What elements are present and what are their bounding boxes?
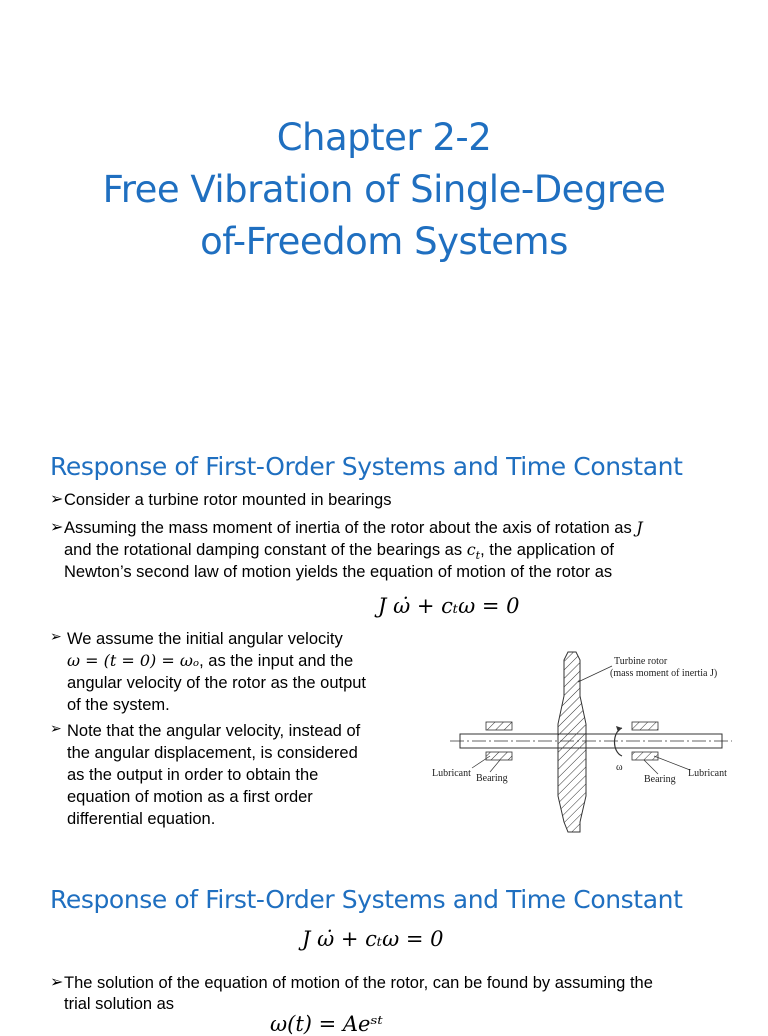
equation-of-motion: J ω̇ + cₜω = 0 bbox=[378, 594, 520, 618]
label-turbine-rotor: Turbine rotor bbox=[614, 656, 668, 667]
triangle-pointer-icon: ➢ bbox=[50, 628, 62, 644]
damping-symbol-base: c bbox=[466, 540, 476, 559]
label-bearing-right: Bearing bbox=[644, 774, 676, 785]
triangle-pointer-icon: ➢ bbox=[50, 720, 62, 736]
bearing-left-leader bbox=[490, 760, 500, 772]
bullet-assuming-text: Assuming the mass moment of inertia of the rotor about the axis of rotation as bbox=[64, 519, 632, 537]
label-bearing-left: Bearing bbox=[476, 773, 508, 784]
initial-condition-math: ω = (t = 0) = ωₒ bbox=[67, 651, 200, 670]
trial-solution: ω(t) = Aeˢᵗ bbox=[270, 1012, 383, 1036]
bullet-assuming-line-3: Newton’s second law of motion yields the equation of motion of the rotor as bbox=[64, 563, 613, 581]
label-lubricant-right: Lubricant bbox=[688, 768, 727, 779]
title-line-3: of-Freedom Systems bbox=[200, 220, 568, 263]
point1-line-1: We assume the initial angular velocity bbox=[67, 630, 343, 648]
bullet-assuming-line-1 bbox=[64, 517, 643, 539]
title-line-1: Chapter 2-2 bbox=[276, 116, 492, 159]
bearing-right-leader bbox=[644, 760, 658, 774]
point2-line-3: as the output in order to obtain the bbox=[67, 766, 319, 784]
label-lubricant-left: Lubricant bbox=[432, 768, 471, 779]
right-bearing-top bbox=[632, 722, 658, 730]
application-text: , the application of bbox=[480, 541, 615, 559]
label-omega: ω bbox=[616, 762, 623, 773]
chapter-title bbox=[0, 112, 768, 268]
point2-line-2: the angular displacement, is considered bbox=[67, 744, 358, 762]
point1-line-2-text: , as the input and the bbox=[199, 652, 354, 670]
arrowhead-bullet-icon: ➢ bbox=[50, 974, 64, 991]
damping-symbol bbox=[466, 540, 481, 563]
arrowhead-bullet-icon: ➢ bbox=[50, 491, 64, 508]
left-bearing-top bbox=[486, 722, 512, 730]
lubricant-left-leader bbox=[472, 756, 490, 768]
point2-line-1: Note that the angular velocity, instead of bbox=[67, 722, 361, 740]
arrowhead-bullet-icon: ➢ bbox=[50, 519, 64, 536]
inertia-symbol: J bbox=[636, 518, 643, 537]
bullet-consider: Consider a turbine rotor mounted in bearings bbox=[64, 491, 392, 509]
point2-line-4: equation of motion as a first order bbox=[67, 788, 313, 806]
point1-line-4: of the system. bbox=[67, 696, 170, 714]
rotor-leader-line bbox=[578, 666, 612, 682]
point1-line-2 bbox=[67, 650, 427, 672]
damping-symbol-sub: t bbox=[475, 549, 481, 563]
label-mass-moment: (mass moment of inertia J) bbox=[610, 668, 718, 679]
lubricant-right-leader bbox=[654, 756, 690, 770]
section-2-heading: Response of First-Order Systems and Time Constant bbox=[50, 885, 683, 914]
point-angular-velocity-note bbox=[67, 720, 427, 830]
solution-line-1: The solution of the equation of motion of the rotor, can be found by assuming the bbox=[64, 974, 653, 992]
equation-of-motion-repeat: J ω̇ + cₜω = 0 bbox=[302, 927, 444, 951]
turbine-rotor-diagram bbox=[428, 636, 764, 838]
solution-line-2: trial solution as bbox=[64, 995, 175, 1013]
rotor-disk bbox=[558, 652, 586, 832]
point-initial-velocity bbox=[67, 628, 427, 716]
point2-line-5: differential equation. bbox=[67, 810, 216, 828]
section-1-heading: Response of First-Order Systems and Time Constant bbox=[50, 452, 683, 481]
title-line-2: Free Vibration of Single-Degree bbox=[102, 168, 666, 211]
damping-text: and the rotational damping constant of the bearings as bbox=[64, 541, 463, 559]
point1-line-3: angular velocity of the rotor as the output bbox=[67, 674, 367, 692]
